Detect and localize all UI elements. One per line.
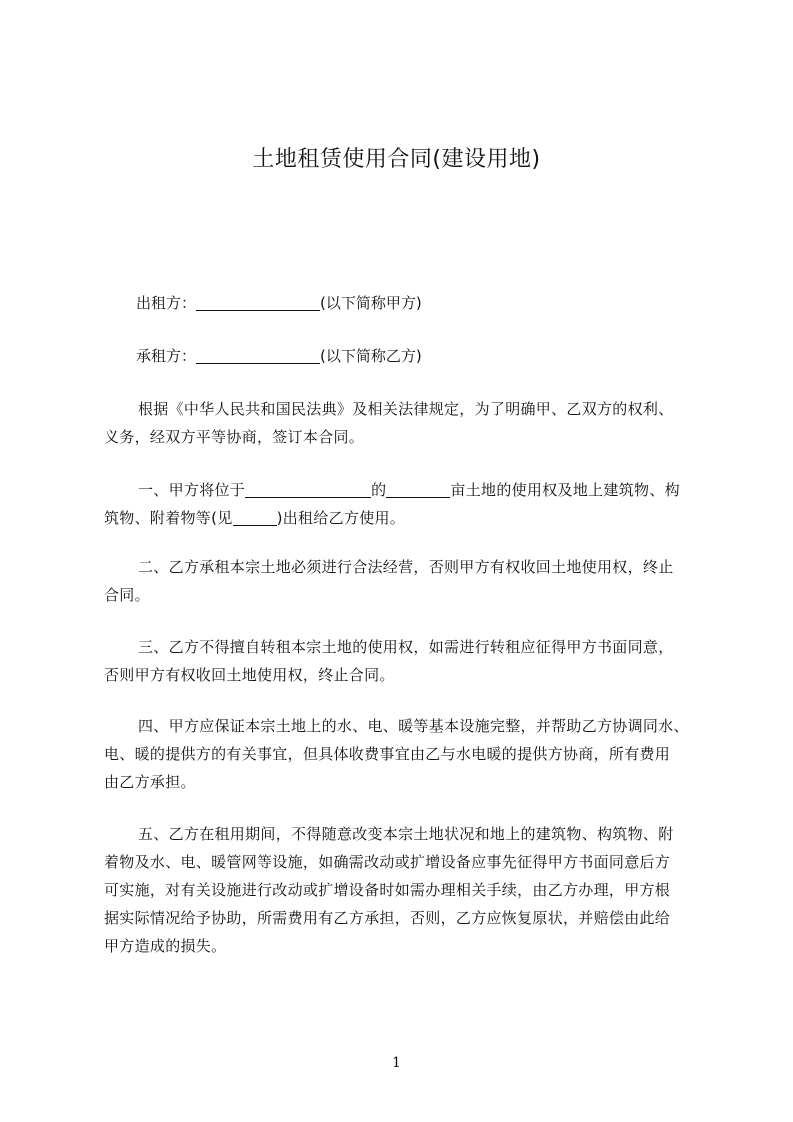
lessor-label: 出租方： <box>136 294 197 312</box>
clause-1-text: 一、甲方将位于 <box>138 481 246 499</box>
clause-1-text: )出租给乙方使用。 <box>276 509 406 527</box>
clause-3-line: 否则甲方有权收回土地使用权，终止合同。 <box>104 666 395 684</box>
clause-3 <box>104 633 704 689</box>
clause-1-text: 的 <box>371 481 387 499</box>
clause-2-line: 二、乙方承租本宗土地必须进行合法经营，否则甲方有权收回土地使用权，终止 <box>138 558 674 576</box>
clause-4-line: 四、甲方应保证本宗土地上的水、电、暖等基本设施完整，并帮助乙方协调同水、 <box>138 717 689 735</box>
page-number: 1 <box>392 1055 401 1071</box>
lessor-note: (以下简称甲方) <box>320 294 422 312</box>
intro-paragraph <box>104 395 704 451</box>
clause-1-line <box>104 504 704 532</box>
lessor-blank <box>196 294 320 311</box>
document-title: 土地租赁使用合同(建设用地) <box>252 147 541 172</box>
clause-3-line: 三、乙方不得擅自转租本宗土地的使用权，如需进行转租应征得甲方书面同意， <box>138 638 674 656</box>
clause-1-text: 亩土地的使用权及地上建筑物、构 <box>450 481 680 499</box>
clause-2-line: 合同。 <box>104 586 150 604</box>
clause-5 <box>104 820 704 960</box>
lessee-note: (以下简称乙方) <box>320 347 422 365</box>
clause-2 <box>104 553 704 609</box>
clause-4-line: 电、暖的提供方的有关事宜，但具体收费事宜由乙与水电暖的提供方协商，所有费用 <box>104 745 671 763</box>
intro-line: 义务，经双方平等协商，签订本合同。 <box>104 428 365 446</box>
lessee-blank <box>196 347 320 364</box>
area-blank <box>386 481 450 498</box>
clause-5-line: 五、乙方在租用期间，不得随意改变本宗土地状况和地上的建筑物、构筑物、附 <box>138 825 674 843</box>
clause-1-text: 筑物、附着物等(见 <box>104 509 233 527</box>
attachment-blank <box>233 509 277 526</box>
clause-4-line: 由乙方承担。 <box>104 773 196 791</box>
lessee-line <box>136 345 422 366</box>
clause-5-line: 着物及水、电、暖管网等设施，如确需改动或扩增设备应事先征得甲方书面同意后方 <box>104 853 671 871</box>
lessee-label: 承租方： <box>136 347 197 365</box>
clause-4 <box>104 712 704 796</box>
clause-5-line: 甲方造成的损失。 <box>104 937 227 955</box>
clause-1 <box>104 476 704 532</box>
location-blank <box>245 481 371 498</box>
lessor-line <box>136 292 422 313</box>
clause-1-line <box>104 476 704 504</box>
intro-line: 根据《中华人民共和国民法典》及相关法律规定，为了明确甲、乙双方的权利、 <box>138 400 674 418</box>
clause-5-line: 可实施，对有关设施进行改动或扩增设备时如需办理相关手续，由乙方办理，甲方根 <box>104 881 671 899</box>
clause-5-line: 据实际情况给予协助，所需费用有乙方承担，否则，乙方应恢复原状，并赔偿由此给 <box>104 909 671 927</box>
